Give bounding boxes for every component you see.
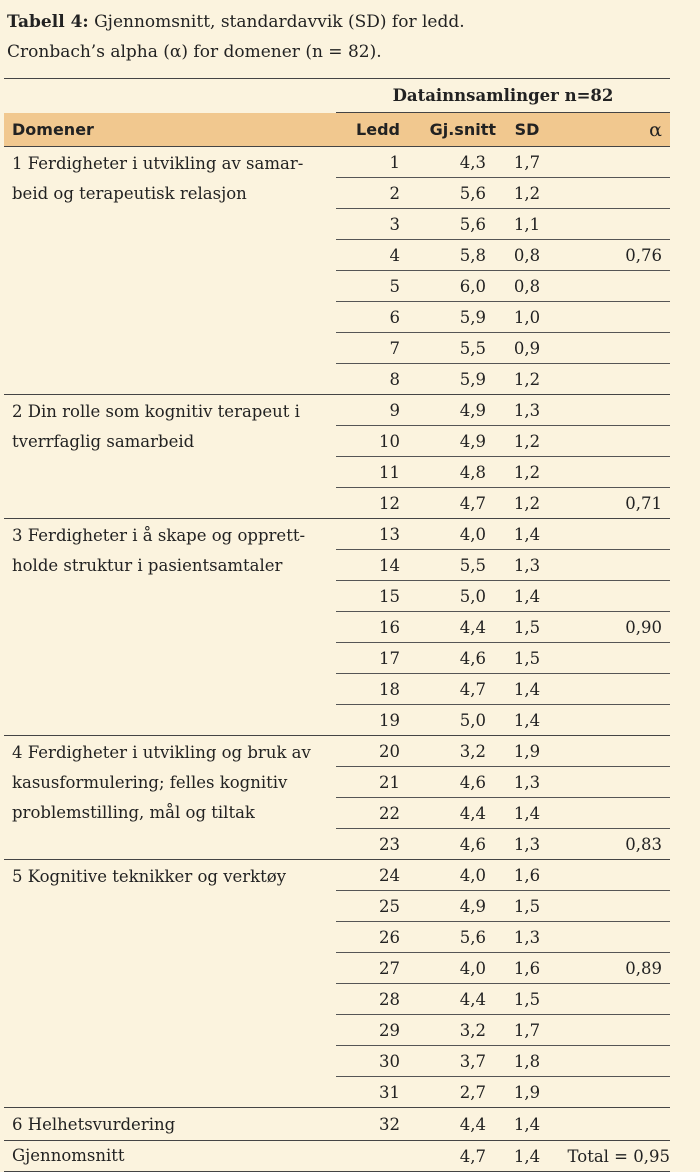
domain-name: 1 Ferdigheter i utvikling av samar-beid og terapeutisk relasjon — [4, 147, 336, 395]
item-mean: 5,6 — [400, 209, 496, 240]
item-sd: 0,9 — [496, 333, 558, 364]
alpha-cell-empty — [558, 178, 670, 209]
table-row — [4, 860, 670, 891]
alpha-cell-empty — [558, 457, 670, 488]
alpha-header: α — [558, 113, 670, 147]
domain-name: 4 Ferdigheter i utvikling og bruk av kasusformulering; felles kognitiv problemstilling, mål og tiltak — [4, 736, 336, 860]
alpha-cell-empty — [558, 395, 670, 426]
item-sd: 1,2 — [496, 364, 558, 395]
domain-alpha: 0,83 — [558, 829, 670, 860]
alpha-cell-empty — [558, 302, 670, 333]
item-mean: 4,9 — [400, 426, 496, 457]
item-mean: 4,0 — [400, 519, 496, 550]
item-sd: 0,8 — [496, 271, 558, 302]
item-sd: 1,2 — [496, 457, 558, 488]
item-mean: 5,9 — [400, 364, 496, 395]
item-sd: 1,0 — [496, 302, 558, 333]
item-sd: 1,1 — [496, 209, 558, 240]
item-mean: 5,8 — [400, 240, 496, 271]
alpha-cell-empty — [558, 147, 670, 178]
item-sd: 1,2 — [496, 426, 558, 457]
item-number: 15 — [336, 581, 400, 612]
alpha-cell-empty — [558, 426, 670, 457]
table-caption — [7, 7, 465, 67]
domain-alpha: 0,90 — [558, 612, 670, 643]
item-sd: 1,4 — [496, 1108, 558, 1141]
item-number: 2 — [336, 178, 400, 209]
item-mean: 4,7 — [400, 488, 496, 519]
alpha-cell-empty — [558, 209, 670, 240]
item-sd: 1,4 — [496, 674, 558, 705]
item-mean: 5,9 — [400, 302, 496, 333]
item-sd: 1,3 — [496, 767, 558, 798]
item-mean: 4,7 — [400, 674, 496, 705]
item-number: 1 — [336, 147, 400, 178]
item-number: 23 — [336, 829, 400, 860]
item-number: 25 — [336, 891, 400, 922]
total-item — [336, 1141, 400, 1172]
item-number: 13 — [336, 519, 400, 550]
alpha-cell-empty — [558, 643, 670, 674]
alpha-cell-empty — [558, 705, 670, 736]
alpha-cell-empty — [558, 550, 670, 581]
alpha-cell-empty — [558, 1108, 670, 1141]
item-mean: 4,3 — [400, 147, 496, 178]
caption-line-1 — [7, 7, 465, 37]
item-number: 19 — [336, 705, 400, 736]
item-sd: 1,7 — [496, 147, 558, 178]
item-mean: 4,4 — [400, 984, 496, 1015]
total-row — [4, 1141, 670, 1172]
item-number: 5 — [336, 271, 400, 302]
domain-alpha: 0,89 — [558, 953, 670, 984]
item-number: 26 — [336, 922, 400, 953]
alpha-cell-empty — [558, 519, 670, 550]
alpha-cell-empty — [558, 364, 670, 395]
item-sd: 1,2 — [496, 488, 558, 519]
item-sd: 1,3 — [496, 922, 558, 953]
item-sd: 1,3 — [496, 550, 558, 581]
item-mean: 5,0 — [400, 705, 496, 736]
alpha-cell-empty — [558, 984, 670, 1015]
data-collection-header: Datainnsamlinger n=82 — [336, 79, 670, 113]
item-sd: 1,6 — [496, 953, 558, 984]
item-sd: 1,7 — [496, 1015, 558, 1046]
item-number: 32 — [336, 1108, 400, 1141]
caption-line-2: Cronbach’s alpha (α) for domener (n = 82). — [7, 42, 382, 62]
item-sd: 1,5 — [496, 891, 558, 922]
item-mean: 3,2 — [400, 736, 496, 767]
item-number: 12 — [336, 488, 400, 519]
alpha-cell-empty — [558, 1046, 670, 1077]
item-sd: 1,8 — [496, 1046, 558, 1077]
item-sd: 1,4 — [496, 581, 558, 612]
item-mean: 3,2 — [400, 1015, 496, 1046]
alpha-cell-empty — [558, 860, 670, 891]
item-number: 14 — [336, 550, 400, 581]
item-number: 3 — [336, 209, 400, 240]
column-header-row — [4, 113, 670, 147]
total-alpha: Total = 0,95 — [558, 1141, 670, 1172]
item-mean: 5,5 — [400, 333, 496, 364]
item-number: 4 — [336, 240, 400, 271]
results-table — [4, 78, 670, 1172]
item-number: 30 — [336, 1046, 400, 1077]
item-mean: 4,0 — [400, 953, 496, 984]
sd-header: SD — [496, 113, 558, 147]
item-mean: 4,0 — [400, 860, 496, 891]
item-sd: 1,3 — [496, 395, 558, 426]
item-number: 10 — [336, 426, 400, 457]
alpha-cell-empty — [558, 581, 670, 612]
item-number: 29 — [336, 1015, 400, 1046]
item-mean: 4,6 — [400, 767, 496, 798]
item-header: Ledd — [336, 113, 400, 147]
alpha-cell-empty — [558, 674, 670, 705]
item-number: 7 — [336, 333, 400, 364]
item-mean: 5,6 — [400, 922, 496, 953]
item-number: 21 — [336, 767, 400, 798]
item-sd: 1,9 — [496, 1077, 558, 1108]
alpha-cell-empty — [558, 891, 670, 922]
item-number: 8 — [336, 364, 400, 395]
table-row — [4, 736, 670, 767]
item-number: 20 — [336, 736, 400, 767]
item-sd: 1,2 — [496, 178, 558, 209]
item-mean: 4,6 — [400, 829, 496, 860]
item-mean: 5,6 — [400, 178, 496, 209]
mean-header: Gj.snitt — [400, 113, 496, 147]
item-mean: 3,7 — [400, 1046, 496, 1077]
alpha-cell-empty — [558, 767, 670, 798]
item-mean: 5,0 — [400, 581, 496, 612]
item-mean: 4,9 — [400, 395, 496, 426]
table-row — [4, 395, 670, 426]
item-sd: 1,5 — [496, 643, 558, 674]
total-mean: 4,7 — [400, 1141, 496, 1172]
domain-alpha: 0,76 — [558, 240, 670, 271]
alpha-cell-empty — [558, 736, 670, 767]
alpha-cell-empty — [558, 798, 670, 829]
domain-alpha: 0,71 — [558, 488, 670, 519]
item-number: 28 — [336, 984, 400, 1015]
item-mean: 4,9 — [400, 891, 496, 922]
item-number: 24 — [336, 860, 400, 891]
item-number: 16 — [336, 612, 400, 643]
item-number: 18 — [336, 674, 400, 705]
domain-name: 5 Kognitive teknikker og verktøy — [4, 860, 336, 1108]
item-mean: 2,7 — [400, 1077, 496, 1108]
item-sd: 1,4 — [496, 519, 558, 550]
domain-name: 6 Helhetsvurdering — [4, 1108, 336, 1141]
alpha-cell-empty — [558, 271, 670, 302]
item-mean: 5,5 — [400, 550, 496, 581]
caption-label: Tabell 4: — [7, 12, 89, 32]
alpha-cell-empty — [558, 922, 670, 953]
domain-name: 3 Ferdigheter i å skape og opprett-holde struktur i pasientsamtaler — [4, 519, 336, 736]
item-sd: 0,8 — [496, 240, 558, 271]
caption-title: Gjennomsnitt, standardavvik (SD) for ledd. — [88, 12, 465, 32]
item-number: 31 — [336, 1077, 400, 1108]
domain-header: Domener — [4, 113, 336, 147]
item-mean: 4,4 — [400, 1108, 496, 1141]
item-sd: 1,3 — [496, 829, 558, 860]
item-mean: 4,4 — [400, 612, 496, 643]
item-sd: 1,5 — [496, 612, 558, 643]
item-sd: 1,4 — [496, 705, 558, 736]
alpha-cell-empty — [558, 333, 670, 364]
item-mean: 4,8 — [400, 457, 496, 488]
item-sd: 1,5 — [496, 984, 558, 1015]
table-row — [4, 519, 670, 550]
item-mean: 4,4 — [400, 798, 496, 829]
item-sd: 1,9 — [496, 736, 558, 767]
total-label: Gjennomsnitt — [4, 1141, 336, 1172]
item-number: 27 — [336, 953, 400, 984]
header-group-row — [4, 79, 670, 113]
table-row — [4, 1108, 670, 1141]
item-number: 22 — [336, 798, 400, 829]
total-sd: 1,4 — [496, 1141, 558, 1172]
item-number: 9 — [336, 395, 400, 426]
item-number: 17 — [336, 643, 400, 674]
item-sd: 1,6 — [496, 860, 558, 891]
table-row — [4, 147, 670, 178]
domain-name: 2 Din rolle som kognitiv terapeut i tverrfaglig samarbeid — [4, 395, 336, 519]
item-mean: 6,0 — [400, 271, 496, 302]
item-number: 6 — [336, 302, 400, 333]
alpha-cell-empty — [558, 1015, 670, 1046]
item-mean: 4,6 — [400, 643, 496, 674]
alpha-cell-empty — [558, 1077, 670, 1108]
item-sd: 1,4 — [496, 798, 558, 829]
item-number: 11 — [336, 457, 400, 488]
